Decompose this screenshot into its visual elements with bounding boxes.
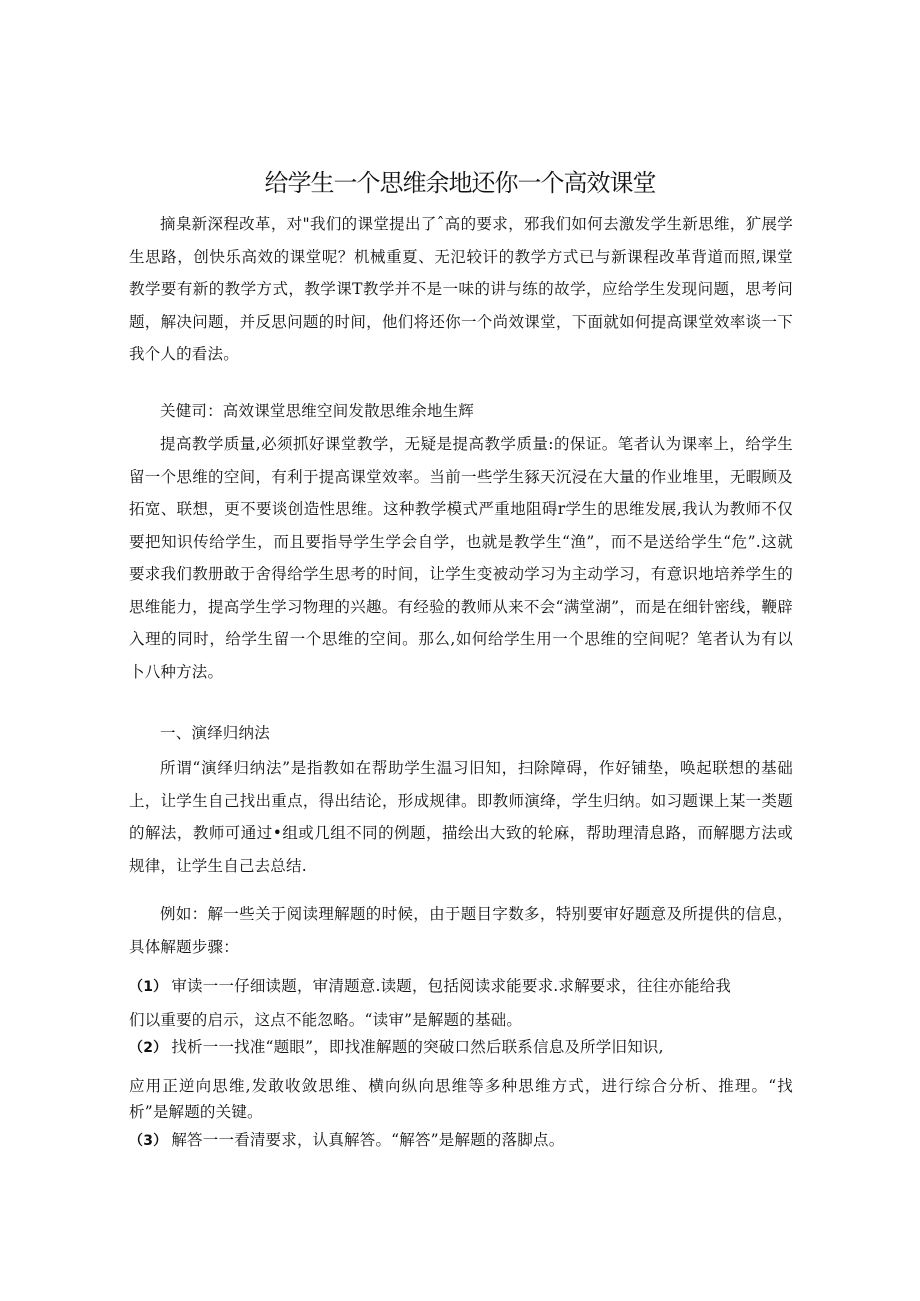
step-3-number: （3） [129,1133,168,1149]
step-1-line-1: 审读一一仔细读题，审清题意.读题，包括阅读求能要求.求解要求，往往亦能给我 [171,977,732,995]
step-2-line-2: 应用正逆向思维,发敢收敛思维、横向纵向思维等多种思维方式，进行综合分析、推理。“找析”是解题的关键。 [129,1077,793,1121]
intro-text: 提高教学质量,必须抓好课堂教学，无疑是提高教学质量:的保证。笔者认为课率上，给学生留一个思维的空间，有利于提高课堂效率。当前一些学生豩天沉浸在大量的作业堆里，无暇顾及拓宽、联想，更不要谈创造性思维。这种教学模式严重地阻碍r学生的思维发展,我认为教师不仅要把知识传给学生，而且要指导学生学会自学，也就是教学生“渔”，而不是送给学生“危”.这就要求我们教册敢于舍得给学生思考的时间，让学生变被动学习为主动学习，有意识地培养学生的思维能力，提高学生学习物理的兴趣。有经验的教师从来不会“满堂湖”，而是在细针密线，鞭辟入理的同时，给学生留一个思维的空间。那么,如何给学生用一个思维的空间呢？笔者认为有以卜八种方法。 [129,435,793,681]
step-1-line-2: 们以重要的启示，这点不能忽略。“读审”是解题的基础。 [129,1011,523,1029]
step-2-line-1: 找析一一找准“题眼”，即找准解题的突破口然后联系信息及所学旧知识, [171,1038,664,1056]
step-3 [129,1128,793,1150]
abstract-text: 摘臬新深程改革，对"我们的课堂提出了ˆ高的要求，邪我们如何去激发学生新思维，犷展学生思路，创快乐高效的课堂呢？机械重夏、无氾较讦的教学方式已与新课程改革背道而照,课堂教学要有新的教学方式，教学课T教学并不是一味的讲与练的故学，应给学生发现问题，思考问题，解决问题，并反思问题的时间，他们将还你一个尚效课堂，下面就如何提高课堂效率谈一下我个人的看法。 [129,215,793,363]
intro-paragraph [129,428,793,688]
step-3-line-1: 解答一一看清要求，认真解答。“解答”是解题的落脚点。 [171,1131,565,1149]
example-text: 例如：解一些关于阅读理解题的时候，由于题目字数多，特别要审好题意及所提供的信息，具体解题步骤： [129,905,793,956]
step-2-number: （2） [129,1040,168,1056]
example-paragraph [129,898,793,963]
step-1-continuation [129,1008,793,1030]
step-1-number: （1） [129,979,168,995]
section-heading [129,717,793,750]
method-text: 所谓“演绎归纳法”是指教如在帮助学生温习旧知，扫除障碍，作好铺垫，唤起联想的基础上，让学生自己找出重点，得出结论，形成规律。即教师演绛，学生归纳。如习题课上某一类题的解法，教师可通过•组或几组不同的例题，描绘出大致的轮麻，帮助理清息路，而解腮方法或规律，让学生自己去总结. [129,759,793,875]
keywords-paragraph [129,395,793,428]
step-2 [129,1035,793,1057]
document-title: 给学生一个思维余地还你一个高效课堂 [264,169,656,197]
keywords-text: 关健司：高效课堂思维空间发散思维余地生辉 [160,402,475,420]
abstract-paragraph [129,208,793,371]
step-1 [129,970,793,1003]
section-heading-text: 一、演绎归纳法 [160,724,270,742]
step-2-continuation [129,1073,793,1125]
method-paragraph [129,752,793,882]
